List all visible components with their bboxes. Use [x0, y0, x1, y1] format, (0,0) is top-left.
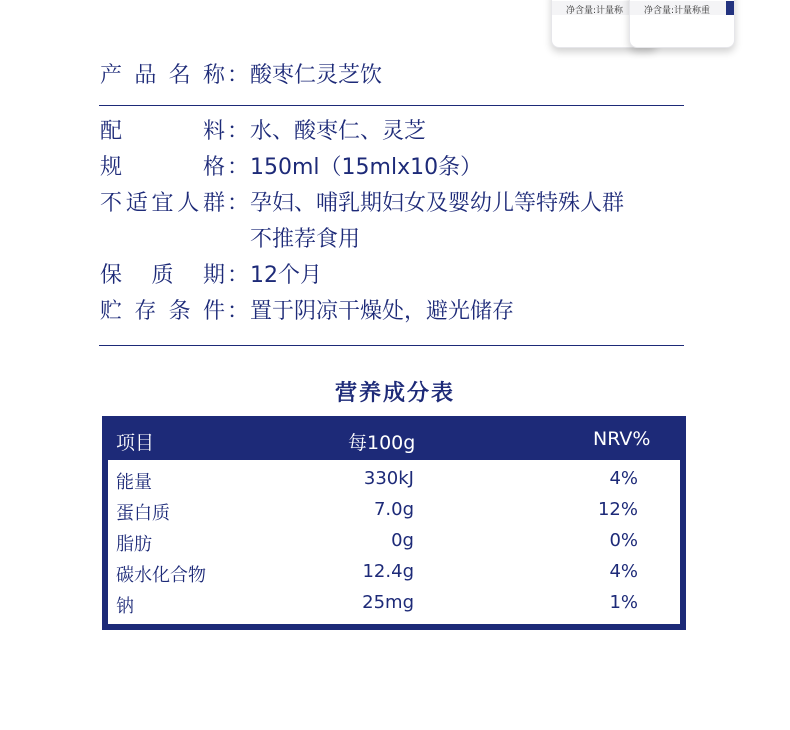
key-char: 产 — [100, 63, 123, 88]
nutrient-nrv: 4% — [609, 561, 638, 582]
nutrition-body — [108, 460, 680, 624]
info-key — [100, 186, 225, 222]
info-value: 水、酸枣仁、灵芝 — [250, 119, 427, 144]
nutrition-table — [102, 416, 686, 630]
nutrient-amount: 7.0g — [373, 499, 414, 520]
key-char: 称 — [202, 63, 225, 88]
header-per-100g: 每100g — [348, 432, 416, 454]
key-char: 质 — [151, 263, 174, 288]
info-key — [100, 150, 225, 186]
table-row — [108, 468, 680, 499]
key-char: 存 — [134, 299, 157, 324]
key-char: 贮 — [100, 299, 123, 324]
table-row — [108, 530, 680, 561]
info-key — [100, 58, 225, 94]
key-char: 条 — [168, 299, 191, 324]
nutrient-nrv: 0% — [609, 530, 638, 551]
nutrition-header-row — [102, 416, 686, 460]
nutrient-amount: 0g — [391, 530, 414, 551]
info-value: 150ml（15mlx10条） — [250, 155, 483, 180]
key-char: 配 — [100, 119, 123, 144]
table-row — [108, 592, 680, 623]
key-char: 人 — [177, 191, 200, 216]
package-edge — [726, 1, 734, 15]
table-row — [108, 561, 680, 592]
info-value: 置于阴凉干燥处，避光储存 — [250, 299, 515, 324]
key-char: 件 — [202, 299, 225, 324]
key-char: 名 — [168, 63, 191, 88]
info-colon: ： — [227, 63, 250, 88]
key-char: 群 — [202, 191, 225, 216]
divider-bottom — [99, 345, 684, 346]
header-nrv: NRV% — [593, 428, 651, 450]
info-colon: ： — [227, 263, 250, 288]
nutrient-nrv: 4% — [609, 468, 638, 489]
key-char: 适 — [125, 191, 148, 216]
divider-top — [99, 105, 684, 106]
info-colon: ： — [227, 119, 250, 144]
nutrient-nrv: 12% — [597, 499, 638, 520]
key-char: 料 — [202, 119, 225, 144]
key-char: 不 — [100, 191, 123, 216]
info-key — [100, 114, 225, 150]
info-key — [100, 258, 225, 294]
package-label: 净含量:计量称重 — [644, 6, 711, 16]
key-char: 规 — [100, 155, 123, 180]
nutrient-name: 碳水化合物 — [116, 565, 206, 586]
key-char: 格 — [202, 155, 225, 180]
info-colon: ： — [227, 191, 250, 216]
key-char: 宜 — [151, 191, 174, 216]
package-label: 净含量:计量称 — [566, 6, 624, 16]
info-value: 孕妇、哺乳期妇女及婴幼儿等特殊人群 — [250, 191, 625, 216]
nutrient-amount: 12.4g — [362, 561, 414, 582]
nutrient-name: 脂肪 — [116, 534, 152, 555]
header-item: 项目 — [116, 432, 155, 454]
nutrient-amount: 330kJ — [363, 468, 414, 489]
nutrient-nrv: 1% — [609, 592, 638, 613]
info-colon: ： — [227, 299, 250, 324]
info-value: 酸枣仁灵芝饮 — [250, 63, 383, 88]
nutrient-name: 能量 — [116, 472, 152, 493]
key-char: 保 — [100, 263, 123, 288]
info-value: 12个月 — [250, 263, 322, 288]
info-value-continued: 不推荐食用 — [250, 227, 361, 252]
product-package-2 — [629, 0, 735, 48]
info-colon: ： — [227, 155, 250, 180]
nutrition-title: 营养成分表 — [334, 381, 455, 406]
nutrient-name: 蛋白质 — [116, 503, 170, 524]
key-char: 品 — [134, 63, 157, 88]
nutrient-amount: 25mg — [362, 592, 414, 613]
key-char: 期 — [202, 263, 225, 288]
table-row — [108, 499, 680, 530]
info-key — [100, 294, 225, 330]
nutrient-name: 钠 — [116, 596, 134, 617]
